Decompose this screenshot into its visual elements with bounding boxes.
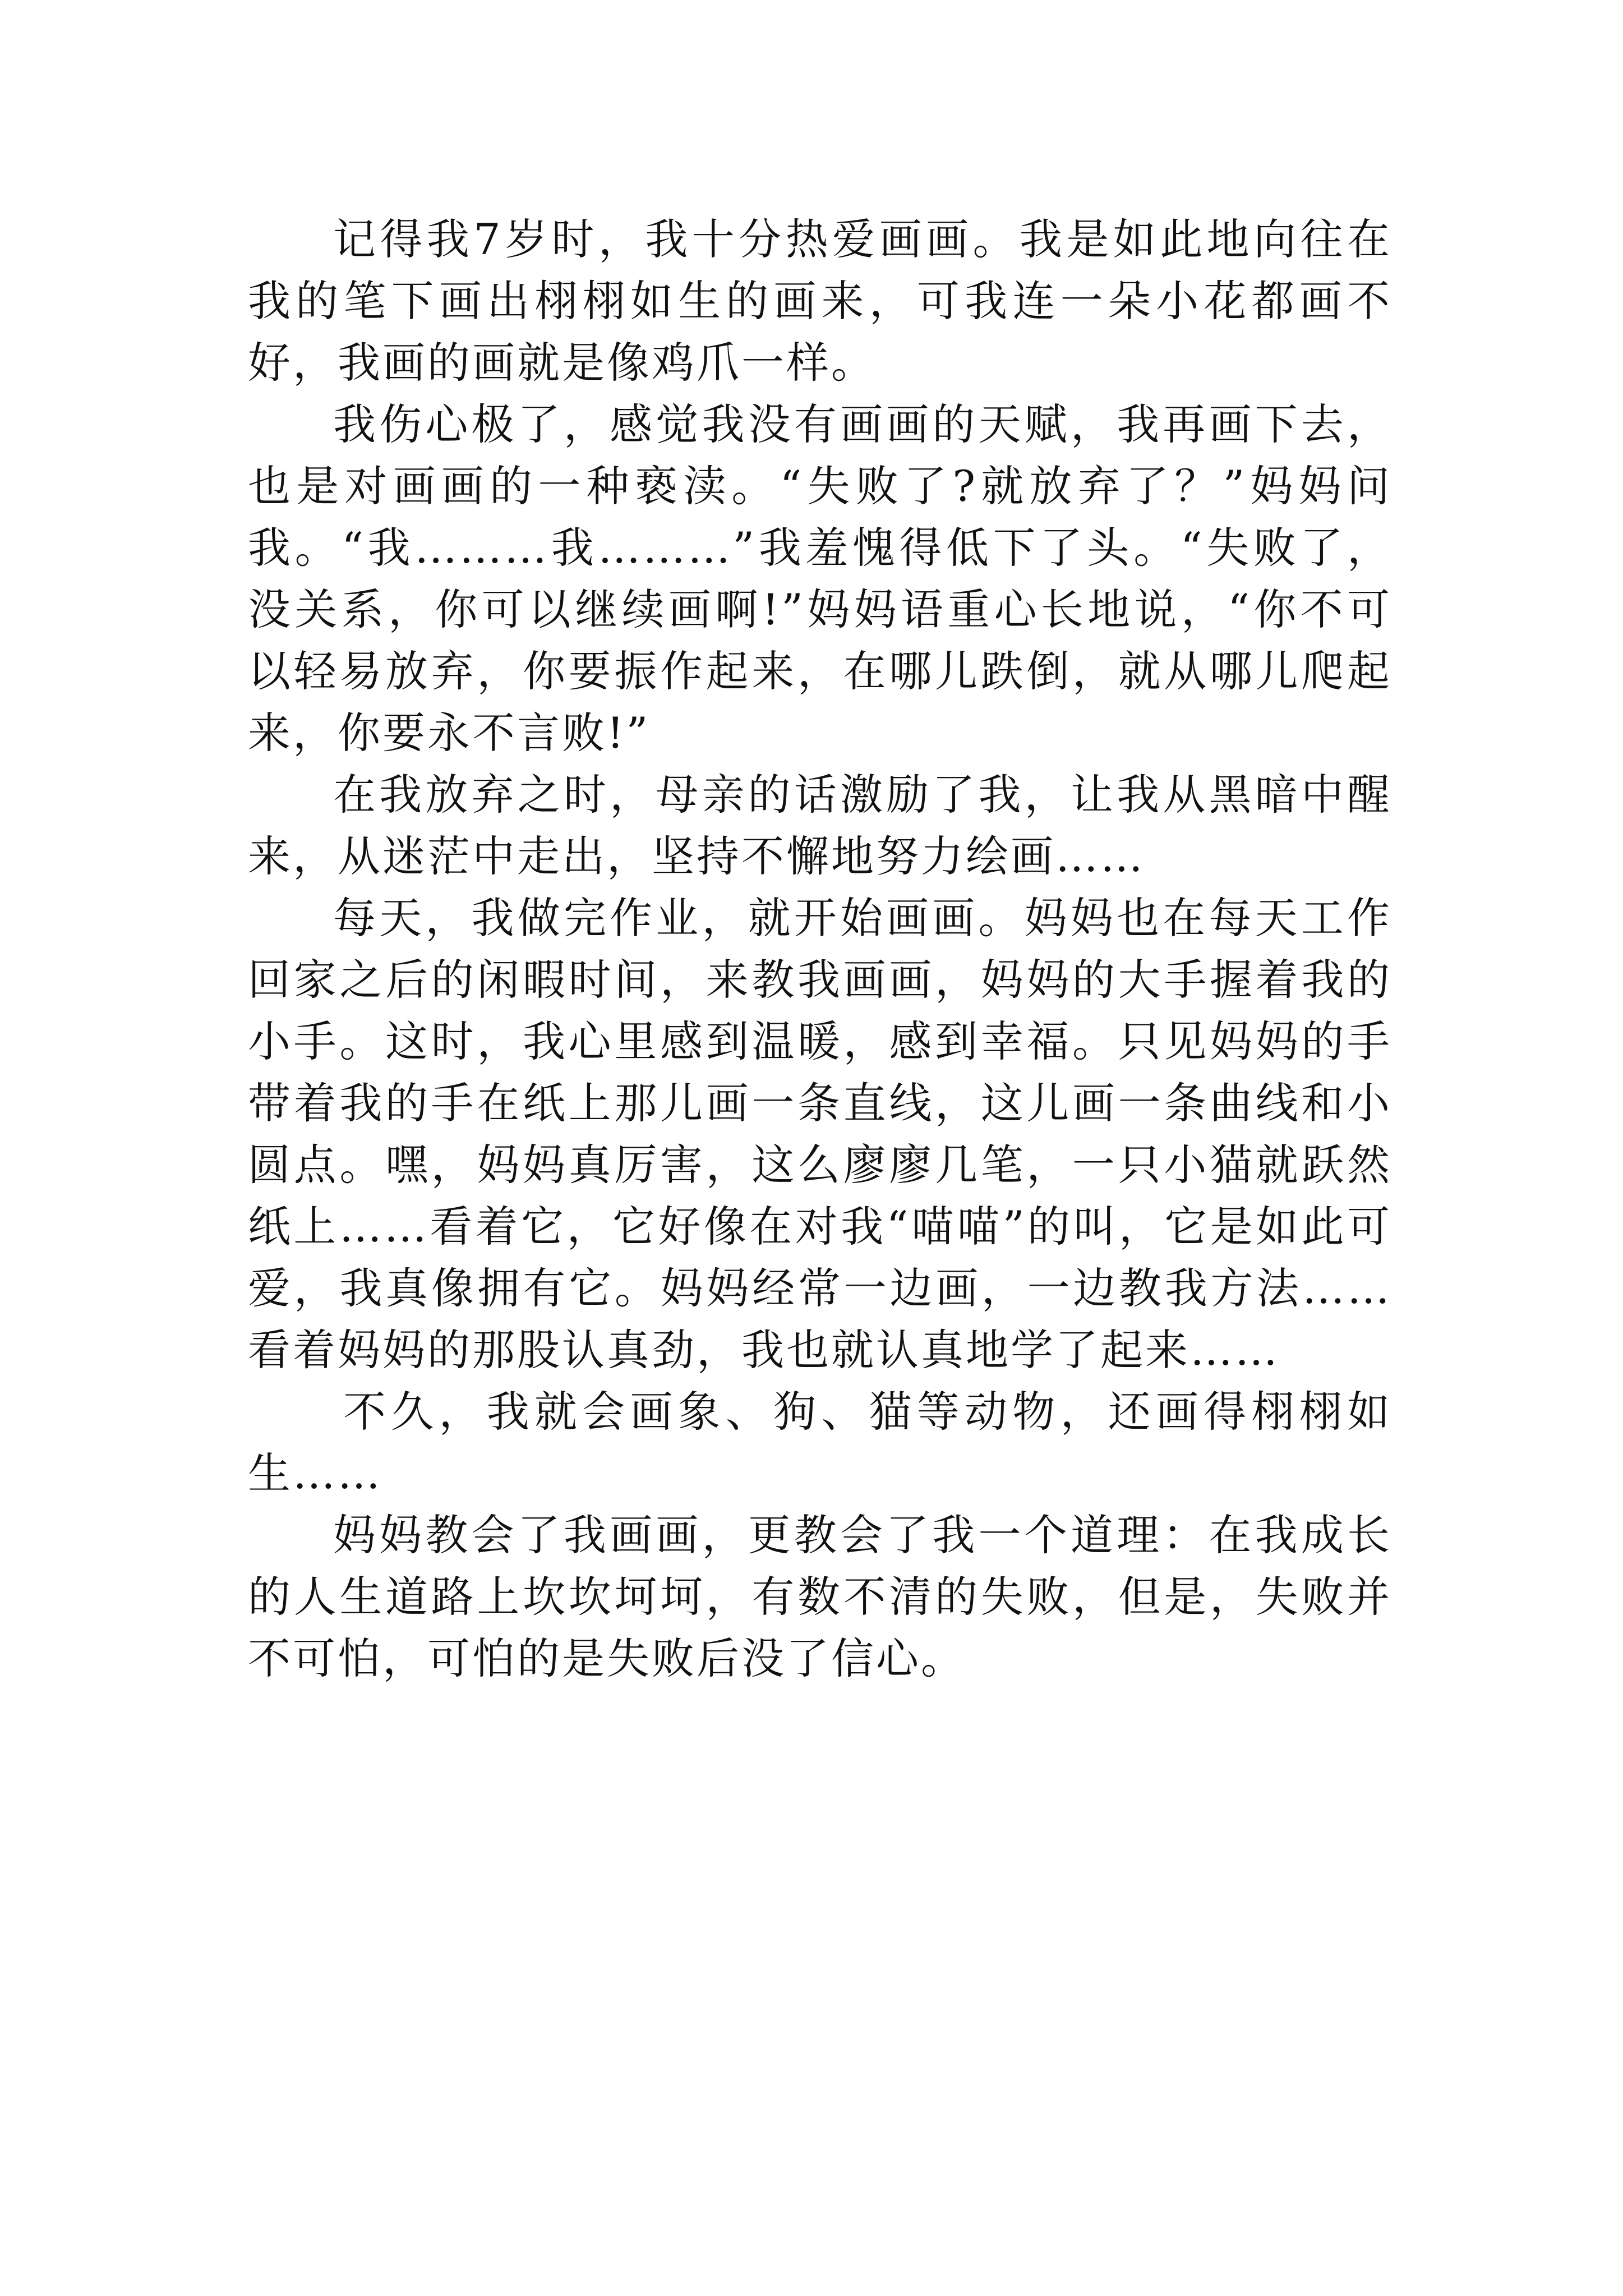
paragraph-2: 我伤心极了，感觉我没有画画的天赋，我再画下去，也是对画画的一种亵渎。“失败了?就放弃了？”妈妈问我。“我………我………”我羞愧得低下了头。“失败了，没关系，你可以继续画啊!”妈妈语重心长地说，“你不可以轻易放弃，你要振作起来，在哪儿跌倒，就从哪儿爬起来，你要永不言败!”	[248, 399, 1392, 758]
document-body	[248, 209, 1392, 1690]
paragraph-1: 记得我7岁时，我十分热爱画画。我是如此地向往在我的笔下画出栩栩如生的画来，可我连一朵小花都画不好，我画的画就是像鸡爪一样。	[248, 214, 1392, 388]
paragraph-3: 在我放弃之时，母亲的话激励了我，让我从黑暗中醒来，从迷茫中走出，坚持不懈地努力绘画……	[248, 770, 1392, 881]
paragraph-6: 妈妈教会了我画画，更教会了我一个道理：在我成长的人生道路上坎坎坷坷，有数不清的失败，但是，失败并不可怕，可怕的是失败后没了信心。	[248, 1510, 1392, 1683]
paragraph-4: 每天，我做完作业，就开始画画。妈妈也在每天工作回家之后的闲暇时间，来教我画画，妈妈的大手握着我的小手。这时，我心里感到温暖，感到幸福。只见妈妈的手带着我的手在纸上那儿画一条直线，这儿画一条曲线和小圆点。嘿，妈妈真厉害，这么廖廖几笔，一只小猫就跃然纸上……看着它，它好像在对我“喵喵”的叫，它是如此可爱，我真像拥有它。妈妈经常一边画，一边教我方法……看着妈妈的那股认真劲，我也就认真地学了起来……	[248, 893, 1392, 1375]
paragraph-5: 不久，我就会画象、狗、猫等动物，还画得栩栩如生……	[248, 1387, 1392, 1498]
